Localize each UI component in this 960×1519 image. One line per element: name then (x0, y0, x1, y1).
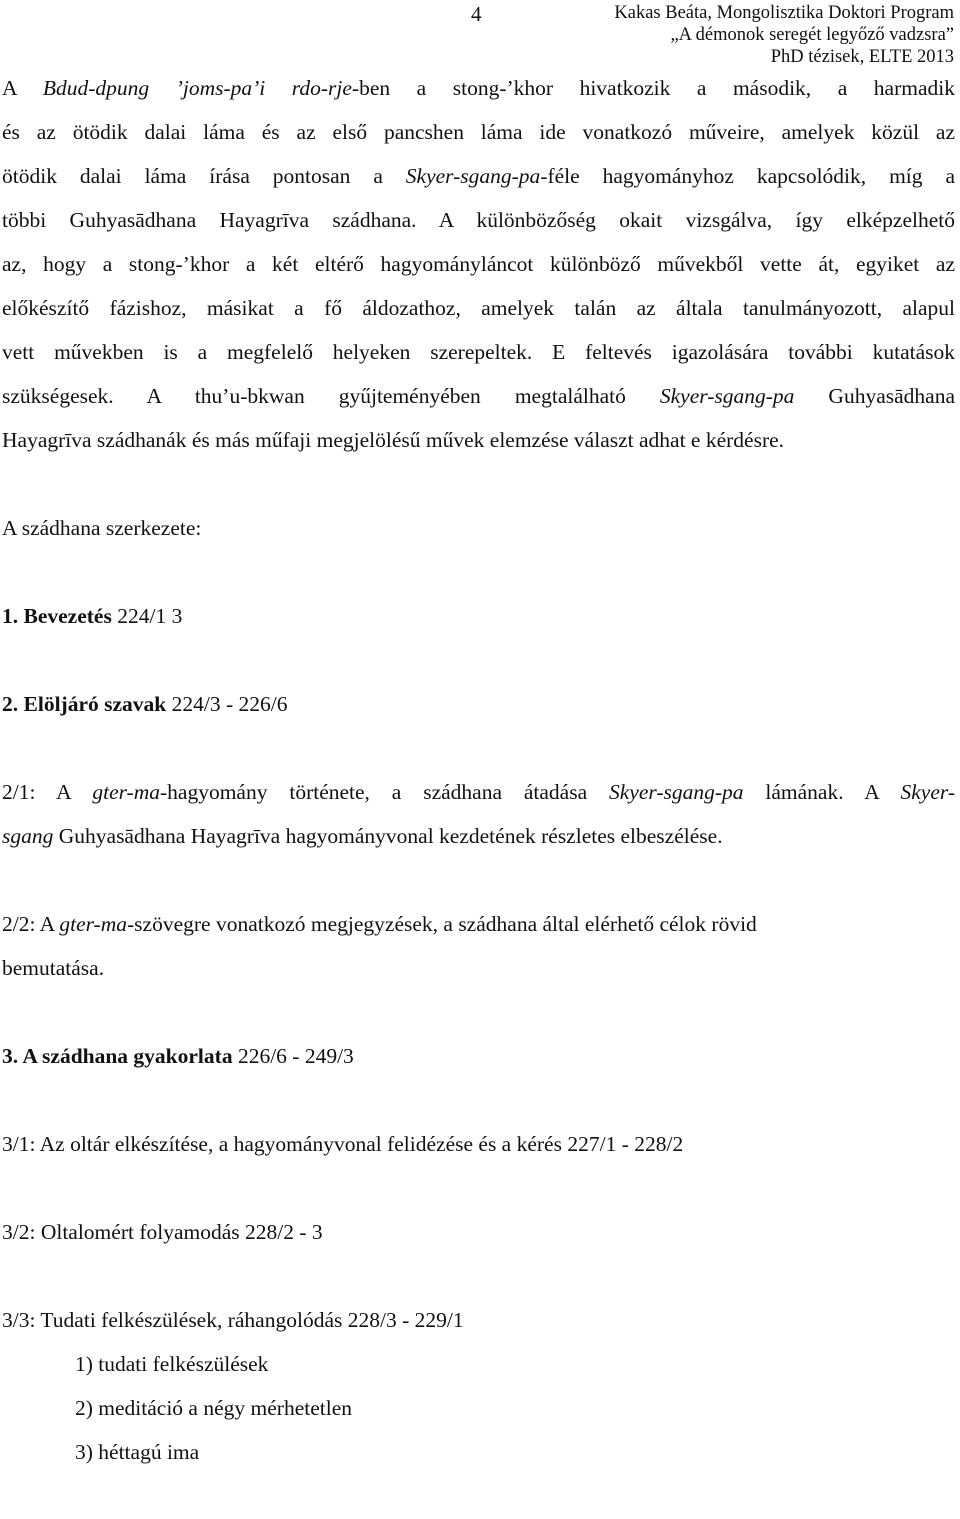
item-3-2: 3/2: Oltalomért folyamodás 228/2 - 3 (2, 1220, 323, 1244)
document-body (2, 66, 955, 1474)
section-3-label: 3. A szádhana gyakorlata (2, 1044, 233, 1068)
section-1-label: 1. Bevezetés (2, 604, 112, 628)
header-author-program: Kakas Beáta, Mongolisztika Doktori Program (614, 3, 954, 23)
paragraph-line: szükségesek. A thu’u-bkwan gyűjteményében megtalálható Skyer-sgang-pa Guhyasādhana (2, 384, 955, 408)
section-2 (2, 682, 955, 726)
paragraph-line: az, hogy a stong-’khor a két eltérő hagyományláncot különböző művekből vette át, egyiket az (2, 252, 955, 276)
paragraph-line: és az ötödik dalai láma és az első pancshen láma ide vonatkozó műveire, amelyek közül az (2, 120, 955, 144)
item-3-1: 3/1: Az oltár elkészítése, a hagyományvonal felidézése és a kérés 227/1 - 228/2 (2, 1132, 684, 1156)
paragraph-line: előkészítő fázishoz, másikat a fő áldozathoz, amelyek talán az általa tanulmányozott, alapul (2, 296, 955, 320)
header-thesis-title: „A démonok seregét legyőző vadzsra” (670, 25, 954, 45)
section-2-label: 2. Elöljáró szavak (2, 692, 167, 716)
sub-item: 1) tudati felkészülések (75, 1352, 269, 1376)
section-2-range: 224/3 - 226/6 (166, 692, 288, 716)
section-1 (2, 594, 955, 638)
header-thesis-info: PhD tézisek, ELTE 2013 (770, 47, 954, 67)
section-1-range: 224/1 3 (111, 604, 183, 628)
running-header (614, 2, 954, 68)
structure-heading: A szádhana szerkezete: (2, 516, 202, 540)
paragraph-line: többi Guhyasādhana Hayagrīva szádhana. A különbözőség okait vizsgálva, így elképzelhető (2, 208, 955, 232)
paragraph-line: ötödik dalai láma írása pontosan a Skyer-sgang-pa-féle hagyományhoz kapcsolódik, míg a (2, 164, 955, 188)
page-number: 4 (471, 2, 482, 26)
sub-item: 2) meditáció a négy mérhetetlen (75, 1396, 352, 1420)
section-3 (2, 1034, 955, 1078)
section-3-range: 226/6 - 249/3 (232, 1044, 354, 1068)
item-2-1: 2/1: A gter-ma-hagyomány története, a szádhana átadása Skyer-sgang-pa lámának. A Skyer- sgang Guhyasādhana Hayagrīva hagyományvonal kezdetének részletes elbeszélése. (2, 780, 955, 848)
item-2-2: 2/2: A gter-ma-szövegre vonatkozó megjegyzések, a szádhana által elérhető célok rövid bemutatása. (2, 912, 757, 980)
item-3-3: 3/3: Tudati felkészülések, ráhangolódás 228/3 - 229/1 (2, 1308, 464, 1332)
paragraph-line: A Bdud-dpung ’joms-pa’i rdo-rje-ben a stong-’khor hivatkozik a második, a harmadik (2, 76, 955, 100)
paragraph-line: vett művekben is a megfelelő helyeken szerepeltek. E feltevés igazolására további kutatások (2, 340, 955, 364)
sub-item: 3) héttagú ima (75, 1440, 200, 1464)
paragraph-line: Hayagrīva szádhanák és más műfaji megjelölésű művek elemzése választ adhat e kérdésre. (2, 428, 785, 452)
body-paragraph (2, 66, 955, 462)
